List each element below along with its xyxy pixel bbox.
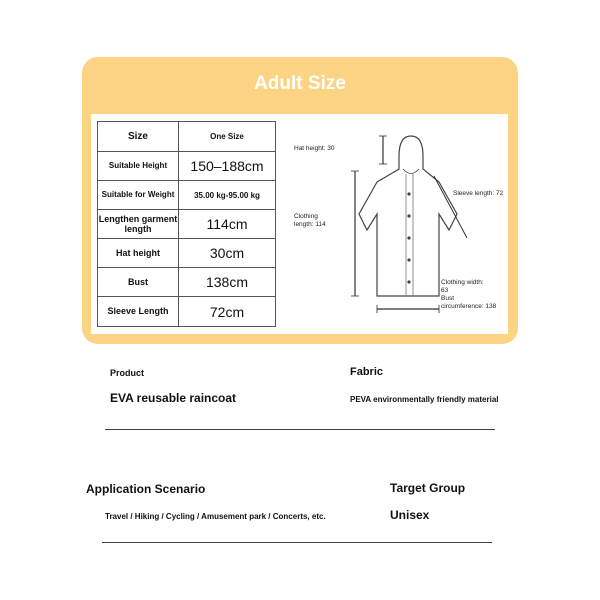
hat-height-label: Hat height: 30 bbox=[294, 145, 335, 152]
fabric-label: Fabric bbox=[350, 366, 384, 378]
size-table bbox=[97, 121, 276, 327]
product-label: Product bbox=[110, 368, 145, 378]
clothing-width-value: 63 bbox=[441, 287, 449, 294]
raincoat-size-diagram bbox=[289, 114, 508, 334]
divider bbox=[105, 429, 495, 430]
row-value: 30cm bbox=[179, 239, 276, 268]
fabric-value: PEVA environmentally friendly material bbox=[350, 395, 499, 404]
size-header-label: Size bbox=[98, 122, 179, 152]
size-header-value: One Size bbox=[179, 122, 276, 152]
sleeve-length-label: Sleeve length: 72 bbox=[453, 190, 504, 197]
table-row bbox=[98, 297, 276, 327]
row-label: Hat height bbox=[98, 239, 179, 268]
product-value: EVA reusable raincoat bbox=[110, 391, 237, 405]
row-label: Suitable Height bbox=[98, 152, 179, 181]
target-group-value: Unisex bbox=[390, 508, 430, 522]
table-row bbox=[98, 181, 276, 210]
card-title: Adult Size bbox=[254, 73, 346, 94]
target-group-label: Target Group bbox=[390, 481, 466, 495]
clothing-length-label-2: length: 114 bbox=[294, 221, 326, 228]
size-card bbox=[82, 57, 518, 344]
table-row bbox=[98, 210, 276, 239]
row-value: 35.00 kg-95.00 kg bbox=[179, 181, 276, 210]
application-label: Application Scenario bbox=[86, 482, 206, 496]
row-value: 114cm bbox=[179, 210, 276, 239]
table-row bbox=[98, 239, 276, 268]
row-value: 72cm bbox=[179, 297, 276, 327]
table-row bbox=[98, 122, 276, 152]
clothing-length-label: Clothing bbox=[294, 213, 318, 220]
divider bbox=[102, 542, 492, 543]
row-value: 138cm bbox=[179, 268, 276, 297]
row-value: 150–188cm bbox=[179, 152, 276, 181]
row-label: Suitable for Weight bbox=[98, 181, 179, 210]
application-value: Travel / Hiking / Cycling / Amusement park / Concerts, etc. bbox=[105, 512, 326, 521]
table-row bbox=[98, 152, 276, 181]
table-row bbox=[98, 268, 276, 297]
clothing-width-label: Clothing width: bbox=[441, 279, 484, 286]
bust-value: circumference: 138 bbox=[441, 303, 497, 310]
row-label: Bust bbox=[98, 268, 179, 297]
row-label: Lengthen garment length bbox=[98, 210, 179, 239]
bust-label: Bust bbox=[441, 295, 455, 302]
size-panel bbox=[91, 114, 508, 334]
row-label: Sleeve Length bbox=[98, 297, 179, 327]
